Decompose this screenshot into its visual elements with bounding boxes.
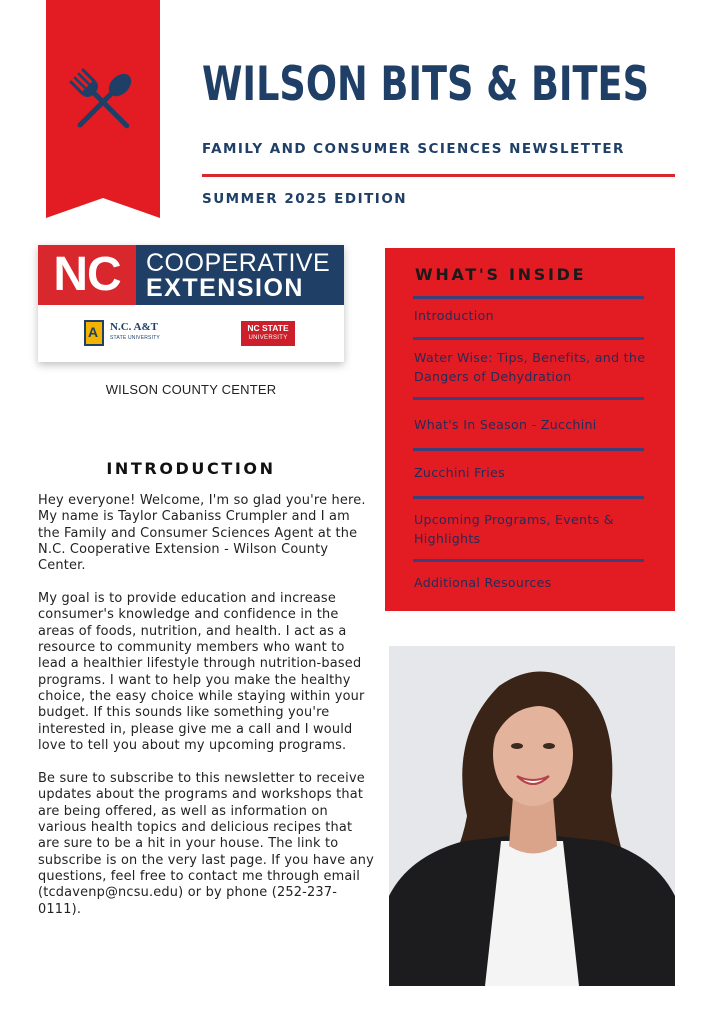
logo-cooperative-text: COOPERATIVE xyxy=(146,249,331,277)
ncat-subtitle: STATE UNIVERSITY xyxy=(110,335,160,341)
toc-divider xyxy=(413,397,644,400)
introduction-heading: INTRODUCTION xyxy=(106,459,276,478)
header-ribbon xyxy=(46,0,160,218)
county-center-label: WILSON COUNTY CENTER xyxy=(105,382,277,397)
toc-divider xyxy=(413,448,644,451)
agent-portrait-photo xyxy=(389,646,675,986)
intro-paragraph: My goal is to provide education and increase consumer's knowledge and confidence in the areas of foods, nutrition, and health. I act as a resource to community members who want to lead a healthier lifestyle through nutrition-based programs. I want to help you make the healthy choice, the easy choice while staying within your budget. If this sounds like something you're interested in, please give me a call and I would love to tell you about my upcoming programs. xyxy=(38,591,365,754)
introduction-body xyxy=(38,493,374,934)
logo-banner xyxy=(38,245,344,305)
whats-inside-title: WHAT'S INSIDE xyxy=(415,265,587,284)
ncstate-name: NC STATE xyxy=(247,323,289,333)
toc-item-whats-in-season[interactable]: What's In Season - Zucchini xyxy=(414,417,597,432)
edition-label: SUMMER 2025 EDITION xyxy=(202,191,408,207)
ncat-badge-icon xyxy=(84,320,104,346)
logo-nc-text: NC xyxy=(38,245,136,305)
title-divider xyxy=(202,174,675,177)
toc-item-zucchini-fries[interactable]: Zucchini Fries xyxy=(414,465,505,480)
toc-divider xyxy=(413,496,644,499)
toc-item-additional-resources[interactable]: Additional Resources xyxy=(414,575,552,590)
intro-paragraph: Be sure to subscribe to this newsletter to receive updates about the programs and workshops that are being offered, as well as information on various health topics and delicious recipes that are sure to be a hit in your house. The link to subscribe is on the very last page. If you have any questions, feel free to contact me through email (tcdavenp@ncsu.edu) or by phone (252-237-0111). xyxy=(38,770,374,917)
newsletter-title: WILSON BITS & BITES xyxy=(202,57,649,112)
toc-divider xyxy=(413,559,644,562)
ncat-logo xyxy=(84,318,184,350)
toc-divider xyxy=(413,337,644,340)
ncat-name: N.C. A&T xyxy=(110,321,158,333)
toc-item-upcoming-programs[interactable]: Upcoming Programs, Events & Highlights xyxy=(414,512,614,546)
newsletter-subtitle: FAMILY AND CONSUMER SCIENCES NEWSLETTER xyxy=(202,141,625,157)
toc-item-water-wise[interactable]: Water Wise: Tips, Benefits, and the Dangers of Dehydration xyxy=(414,350,646,384)
whats-inside-box xyxy=(385,248,675,611)
ncstate-logo xyxy=(241,321,295,346)
nc-cooperative-extension-logo xyxy=(38,245,344,362)
ncstate-subtitle: UNIVERSITY xyxy=(248,335,288,341)
logo-extension-text: EXTENSION xyxy=(146,274,304,302)
toc-item-introduction[interactable]: Introduction xyxy=(414,308,494,323)
intro-paragraph: Hey everyone! Welcome, I'm so glad you're here. My name is Taylor Cabaniss Crumpler and I am the Family and Consumer Sciences Agent at the N.C. Cooperative Extension - Wilson County Center. xyxy=(38,493,366,574)
toc-divider xyxy=(413,296,644,299)
